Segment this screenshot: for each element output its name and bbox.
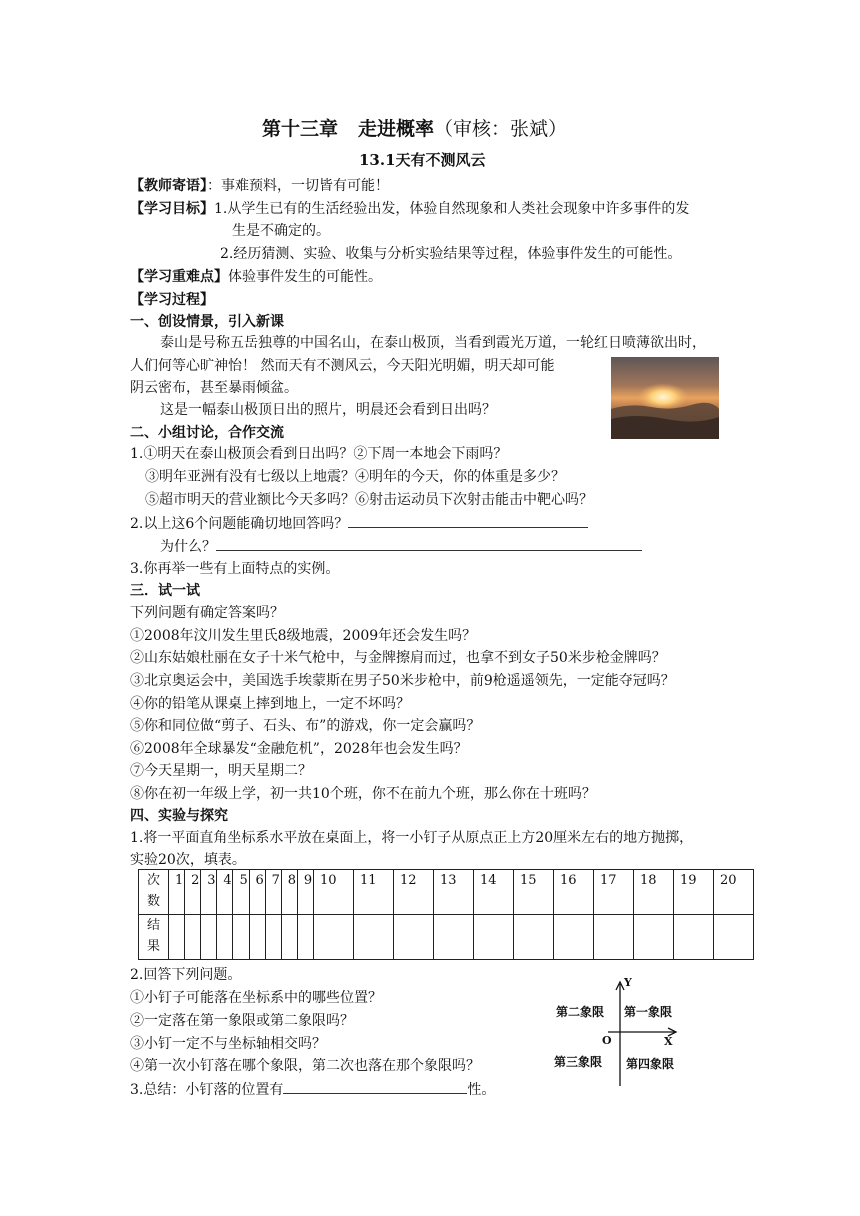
trial-number: 19 bbox=[674, 870, 714, 915]
trial-number: 7 bbox=[265, 870, 281, 915]
experiment-table bbox=[138, 869, 754, 960]
result-cell[interactable] bbox=[297, 915, 313, 960]
lesson-title: 13.1天有不测风云 bbox=[359, 151, 486, 169]
section4-heading: 四、实验与探究 bbox=[130, 808, 228, 824]
process-tag: 【学习过程】 bbox=[130, 292, 214, 308]
result-cell[interactable] bbox=[554, 915, 594, 960]
result-cell[interactable] bbox=[474, 915, 514, 960]
trial-number: 20 bbox=[714, 870, 754, 915]
section3-heading: 三．试一试 bbox=[130, 583, 200, 599]
quadrant-diagram bbox=[550, 978, 690, 1088]
trial-number: 12 bbox=[394, 870, 434, 915]
result-cell[interactable] bbox=[314, 915, 354, 960]
quadrant-3-label: 第三象限 bbox=[554, 1055, 603, 1069]
result-cell[interactable] bbox=[169, 915, 185, 960]
trial-number: 5 bbox=[233, 870, 249, 915]
trial-number: 4 bbox=[217, 870, 233, 915]
row-label-count: 次数 bbox=[139, 870, 169, 915]
result-cell[interactable] bbox=[233, 915, 249, 960]
section4-p2: 实验20次，填表。 bbox=[130, 852, 246, 868]
section3-item: ⑧你在初一年级上学，初一共10个班，你不在前九个班，那么你在十班吗？ bbox=[130, 786, 596, 802]
trial-number: 16 bbox=[554, 870, 594, 915]
summary-text-a: 3.总结：小钉落的位置有 bbox=[130, 1082, 284, 1098]
result-cell[interactable] bbox=[201, 915, 217, 960]
section2-heading: 二、小组讨论，合作交流 bbox=[130, 425, 284, 441]
result-cell[interactable] bbox=[714, 915, 754, 960]
learning-goal-2: 2.经历猜测、实验、收集与分析实验结果等过程，体验事件发生的可能性。 bbox=[220, 246, 682, 262]
section3-item: ③北京奥运会中，美国选手埃蒙斯在男子50米步枪中，前9枪遥遥领先，一定能夺冠吗？ bbox=[130, 673, 675, 689]
result-cell[interactable] bbox=[185, 915, 201, 960]
section3-item: ⑦今天星期一，明天星期二？ bbox=[130, 763, 312, 779]
trial-number: 15 bbox=[514, 870, 554, 915]
goal-tag: 【学习目标】 bbox=[130, 201, 214, 217]
goal1-line-b: 生是不确定的。 bbox=[232, 223, 330, 239]
auditor-note: （审核：张斌） bbox=[434, 118, 568, 140]
trial-number: 9 bbox=[297, 870, 313, 915]
section1-p1: 泰山是号称五岳独尊的中国名山，在泰山极顶，当看到霞光万道，一轮红日喷薄欲出时， bbox=[160, 335, 706, 351]
result-cell[interactable] bbox=[281, 915, 297, 960]
result-cell[interactable] bbox=[674, 915, 714, 960]
section3-item: ①2008年汶川发生里氏8级地震，2009年还会发生吗？ bbox=[130, 628, 477, 644]
q5-text: 为什么？ bbox=[160, 539, 216, 555]
answer-blank-1[interactable] bbox=[348, 513, 588, 528]
teacher-tag: 【教师寄语】 bbox=[130, 178, 207, 194]
section1-p2: 人们何等心旷神怡！ 然而天有不测风云，今天阳光明媚，明天却可能 bbox=[130, 358, 555, 374]
section2-q5 bbox=[160, 536, 642, 557]
result-cell[interactable] bbox=[514, 915, 554, 960]
chapter-title: 走进概率 bbox=[358, 118, 435, 140]
table-row-count bbox=[139, 870, 754, 915]
key-points bbox=[130, 267, 382, 287]
section4-q3: ③小钉一定不与坐标轴相交吗？ bbox=[130, 1036, 326, 1052]
section4-p1: 1.将一平面直角坐标系水平放在桌面上，将一小钉子从原点正上方20厘米左右的地方抛掷， bbox=[130, 830, 694, 846]
trial-number: 1 bbox=[169, 870, 185, 915]
section2-q2: ③明年亚洲有没有七级以上地震？④明年的今天，你的体重是多少？ bbox=[145, 469, 565, 485]
section4-summary bbox=[130, 1079, 495, 1100]
section4-q2: ②一定落在第一象限或第二象限吗？ bbox=[130, 1013, 354, 1029]
result-cell[interactable] bbox=[634, 915, 674, 960]
trial-number: 10 bbox=[314, 870, 354, 915]
result-cell[interactable] bbox=[265, 915, 281, 960]
trial-number: 13 bbox=[434, 870, 474, 915]
section2-q3: ⑤超市明天的营业额比今天多吗？⑥射击运动员下次射击能击中靶心吗？ bbox=[145, 492, 593, 508]
section3-item: ④你的铅笔从课桌上摔到地上，一定不坏吗？ bbox=[130, 696, 410, 712]
trial-number: 14 bbox=[474, 870, 514, 915]
trial-number: 17 bbox=[594, 870, 634, 915]
trial-number: 11 bbox=[354, 870, 394, 915]
section3-item: ⑥2008年全球暴发“金融危机”，2028年也会发生吗？ bbox=[130, 741, 468, 757]
section1-p3: 阴云密布，甚至暴雨倾盆。 bbox=[130, 380, 298, 396]
section4-q1: ①小钉子可能落在坐标系中的哪些位置？ bbox=[130, 990, 382, 1006]
mount-tai-sunrise-photo bbox=[611, 357, 719, 439]
goal1-line-a: 1.从学生已有的生活经验出发，体验自然现象和人类社会现象中许多事件的发 bbox=[214, 201, 690, 217]
section3-item: ⑤你和同位做“剪子、石头、布”的游戏，你一定会赢吗？ bbox=[130, 718, 481, 734]
section4-q-lead: 2.回答下列问题。 bbox=[130, 967, 242, 983]
section1-p4: 这是一幅泰山极顶日出的照片，明晨还会看到日出吗？ bbox=[160, 402, 496, 418]
origin-label: O bbox=[602, 1034, 612, 1047]
table-row-result bbox=[139, 915, 754, 960]
section2-q1: 1.①明天在泰山极顶会看到日出吗？②下周一本地会下雨吗？ bbox=[130, 446, 508, 462]
teacher-message bbox=[130, 176, 389, 196]
result-cell[interactable] bbox=[354, 915, 394, 960]
result-cell[interactable] bbox=[434, 915, 474, 960]
section3-item: ②山东姑娘杜丽在女子十米气枪中，与金牌擦肩而过，也拿不到女子50米步枪金牌吗？ bbox=[130, 650, 666, 666]
answer-blank-3[interactable] bbox=[283, 1079, 467, 1094]
y-axis-label: Y bbox=[624, 976, 632, 989]
quadrant-2-label: 第二象限 bbox=[556, 1005, 605, 1019]
result-cell[interactable] bbox=[594, 915, 634, 960]
trial-number: 3 bbox=[201, 870, 217, 915]
section3-lead: 下列问题有确定答案吗？ bbox=[130, 605, 284, 621]
section4-q4: ④第一次小钉落在哪个象限，第二次也落在那个象限吗？ bbox=[130, 1058, 480, 1074]
result-cell[interactable] bbox=[217, 915, 233, 960]
chapter-number: 第十三章 bbox=[262, 118, 339, 140]
x-axis-label: X bbox=[664, 1035, 673, 1048]
key-text: 体验事件发生的可能性。 bbox=[228, 269, 382, 285]
section2-q6: 3.你再举一些有上面特点的实例。 bbox=[130, 561, 340, 577]
trial-number: 6 bbox=[249, 870, 265, 915]
quadrant-1-label: 第一象限 bbox=[624, 1005, 673, 1019]
answer-blank-2[interactable] bbox=[216, 536, 642, 551]
result-cell[interactable] bbox=[249, 915, 265, 960]
summary-text-b: 性。 bbox=[467, 1082, 496, 1098]
trial-number: 2 bbox=[185, 870, 201, 915]
teacher-text: ：事难预料，一切皆有可能！ bbox=[207, 178, 389, 194]
trial-number: 8 bbox=[281, 870, 297, 915]
quadrant-4-label: 第四象限 bbox=[626, 1057, 675, 1071]
key-tag: 【学习重难点】 bbox=[130, 269, 228, 285]
q4-text: 2.以上这6个问题能确切地回答吗？ bbox=[130, 516, 349, 532]
page-title bbox=[262, 116, 567, 142]
trial-number: 18 bbox=[634, 870, 674, 915]
section1-heading: 一、创设情景，引入新课 bbox=[130, 314, 284, 330]
section2-q4 bbox=[130, 513, 588, 534]
learning-goal-1 bbox=[130, 199, 689, 219]
row-label-result: 结果 bbox=[139, 915, 169, 960]
result-cell[interactable] bbox=[394, 915, 434, 960]
